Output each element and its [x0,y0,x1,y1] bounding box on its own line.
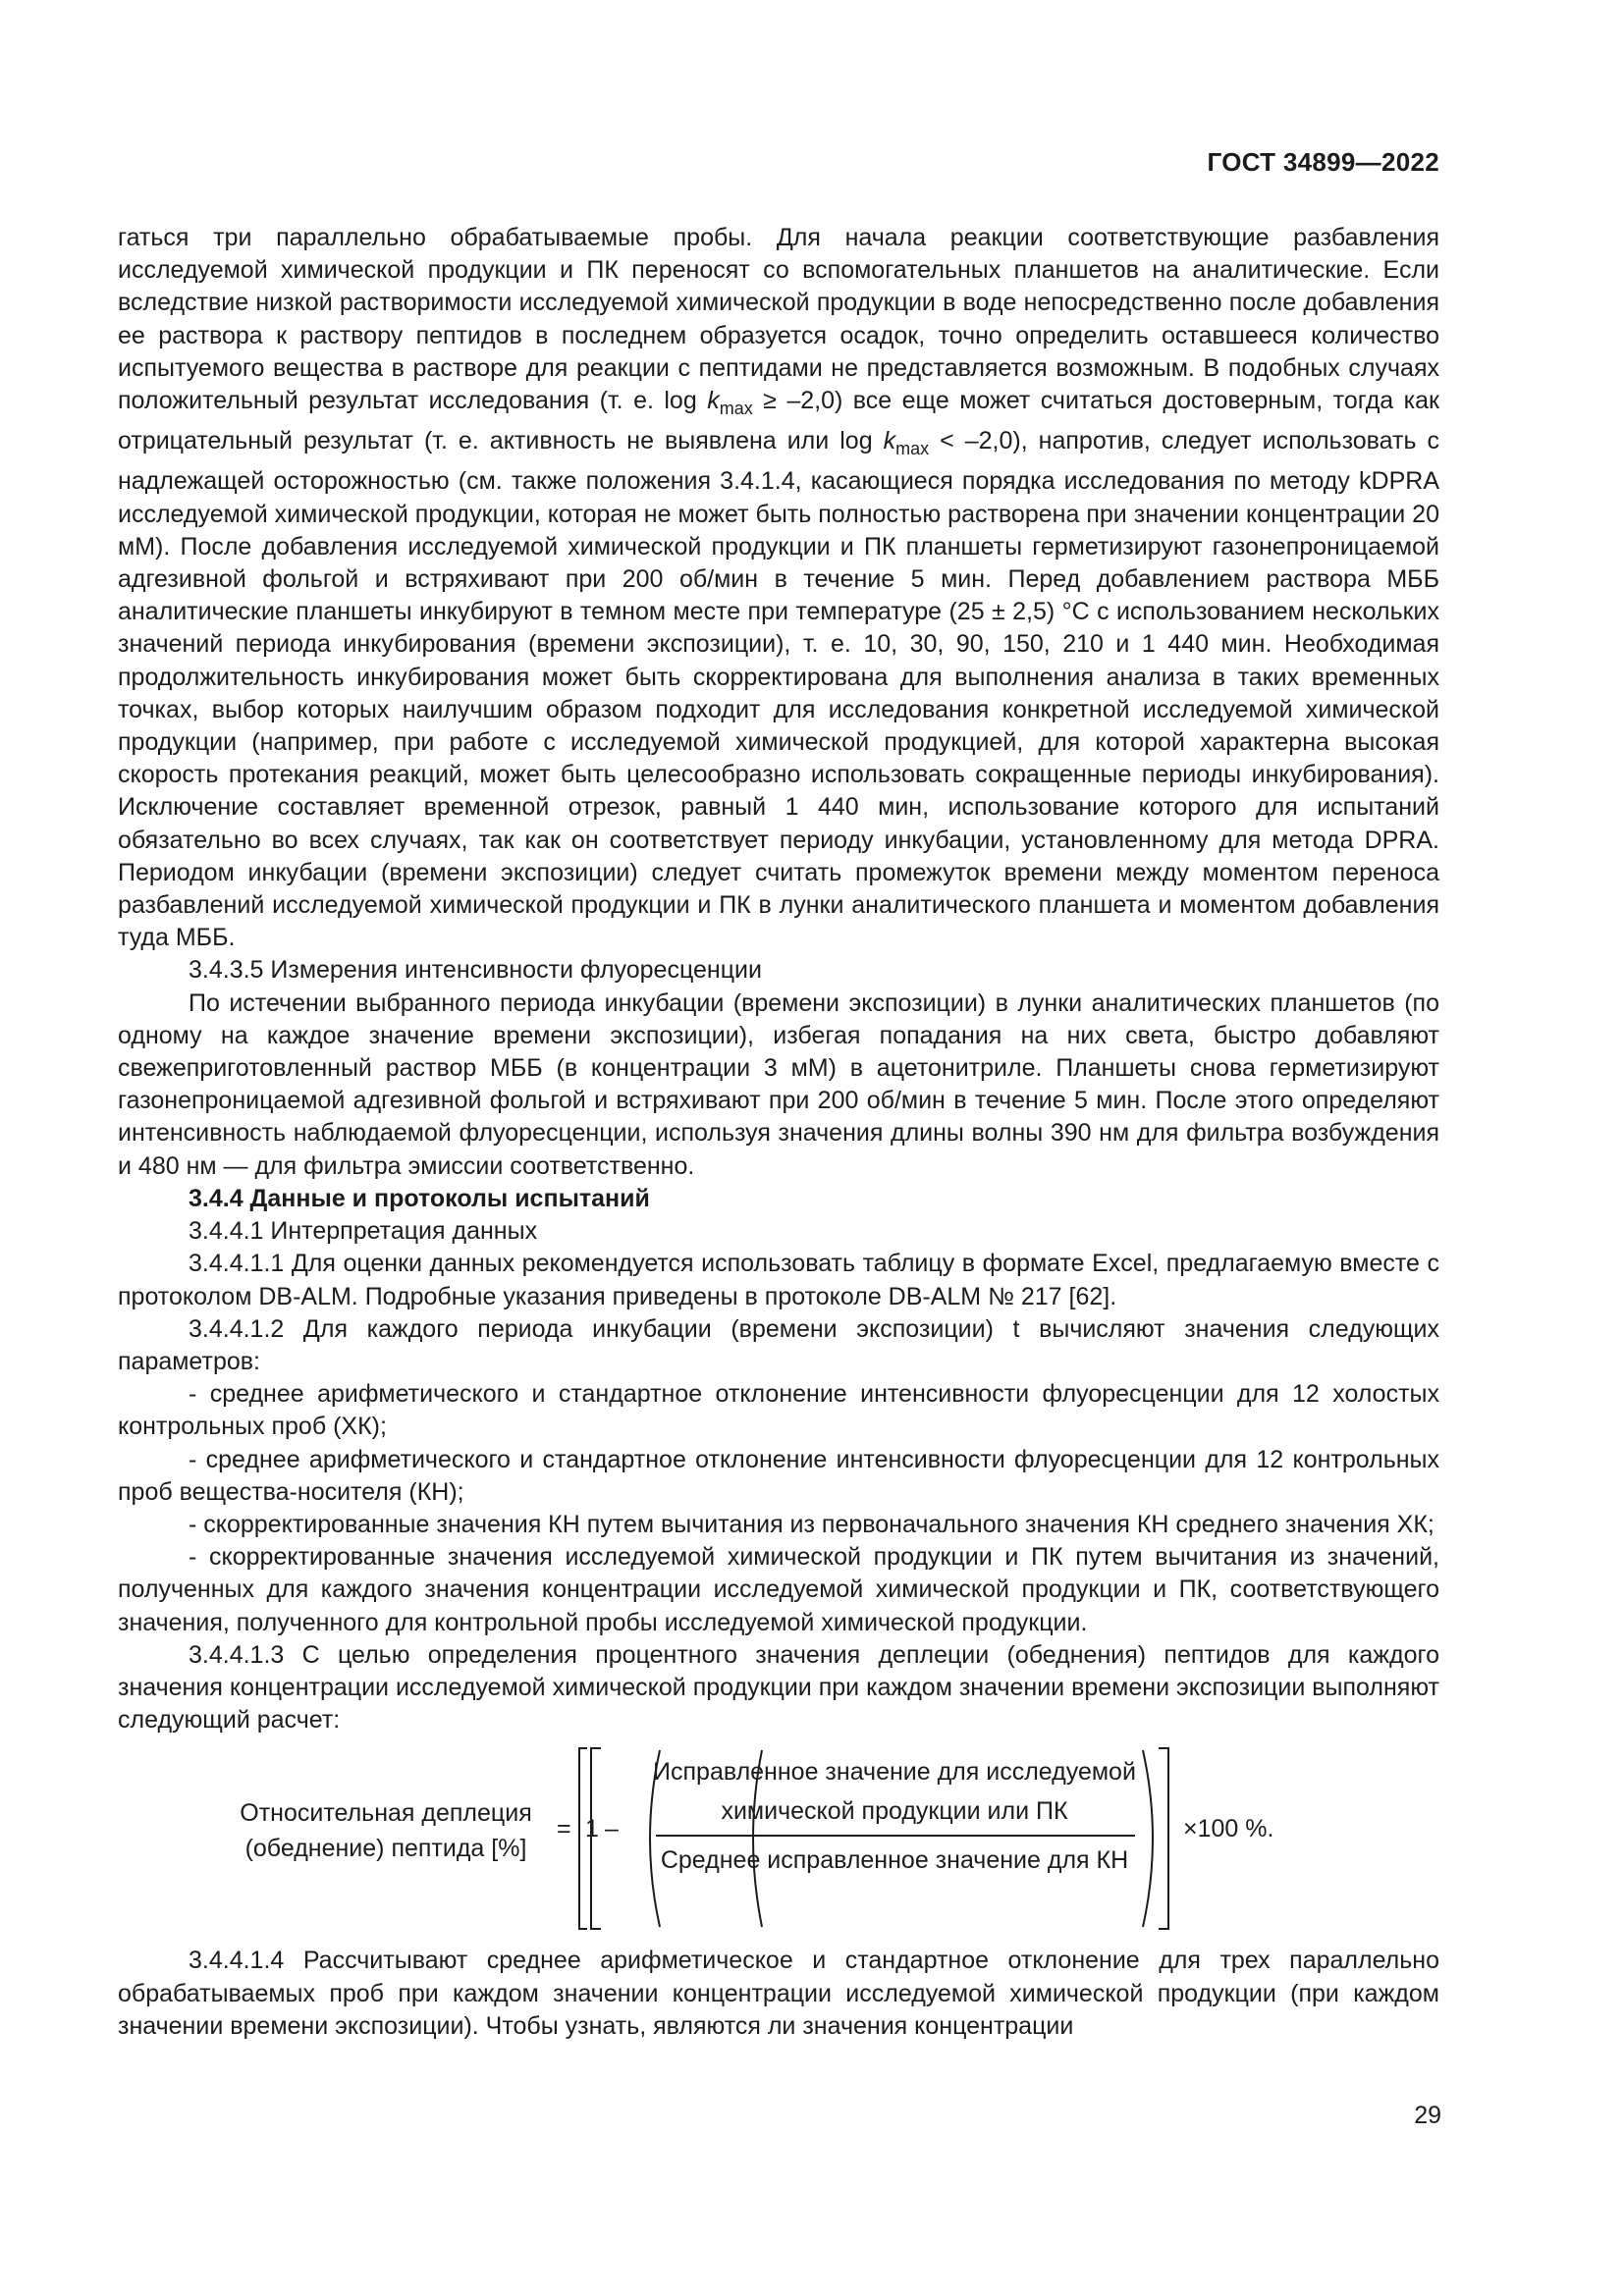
section-3-4-4-1-title: 3.4.4.1 Интерпретация данных [189,1217,538,1246]
section-3-4-4-heading: 3.4.4 Данные и протоколы испытаний [189,1184,650,1212]
paragraph-continuation: гаться три параллельно обрабатываемые пробы. Для начала реакции соответствующие разбавления исследуемой химической продукции и ПК переносят со вспомогательных планшетов на аналитические. Если вследствие низкой растворимости исследуемой химической продукции в воде непосредственно после добавления ее раствора к раствору пептидов в последнем образуется осадок, точно определить оставшееся количество испытуемого вещества в растворе для реакции с пептидами не представляется возможным. В подобных случаях положительный результат исследования (т. е. $\log k_{max} \ge -2,0$) все еще может считаться достоверным, тогда как отрицательный результат (т. е. активность не выявлена или $\log k_{max} < -2,0$), напротив, следует использовать с надлежащей осторожностью (см. также положения 3.4.1.4, касающиеся порядка исследования по методу kDPRA исследуемой химической продукции, которая не может быть полностью растворена при значении концентрации 20 мМ). После добавления исследуемой химической продукции и ПК планшеты герметизируют газонепроницаемой адгезивной фольгой и встряхивают при 200 об/мин в течение 5 мин. Перед добавлением раствора МББ аналитические планшеты инкубируют в темном месте при температуре (25 ± 2,5) °С с использованием нескольких значений периода инкубирования (времени экспозиции), т. е. 10, 30, 90, 150, 210 и 1 440 мин. Необходимая продолжительность инкубирования может быть скорректирована для выполнения анализа в таких временных точках, выбор которых наилучшим образом подходит для исследования конкретной исследуемой химической продукции (например, при работе с исследуемой химической продукцией, для которой характерна высокая скорость протекания реакций, может быть целесообразно использовать сокращенные периоды инкубирования). Исключение составляет временной отрезок, равный 1 440 мин, использование которого для испытаний обязательно во всех случаях, так как он соответствует периоду инкубации, установленному для метода DPRA. Периодом инкубации (времени экспозиции) следует считать промежуток времени между моментом переноса разбавлений исследуемой химической продукции и ПК в лунки аналитического планшета и моментом добавления туда МББ. [118,224,1439,952]
paragraph-3-4-4-1-4: 3.4.4.1.4 Рассчитывают среднее арифметическое и стандартное отклонение для трех параллельно обрабатываемых проб при каждом значении концентрации исследуемой химической продукции (при каждом значении времени экспозиции). Чтобы узнать, являются ли значения концентрации [118,1947,1439,2040]
formula-one: 1 [585,1815,599,1843]
formula-numerator-line1: Исправленное значение для исследуемой [653,1758,1136,1787]
list-item: - скорректированные значения КН путем вычитания из первоначального значения КН среднего значения ХК; [189,1510,1435,1538]
list-item: - скорректированные значения исследуемой химической продукции и ПК путем вычитания из значений, полученных для каждого значения концентрации исследуемой химической продукции и ПК, соответствующего значения, полученного для контрольной пробы исследуемой химической продукции. [118,1543,1439,1636]
list-item: - среднее арифметического и стандартное отклонение интенсивности флуоресценции для 12 контрольных проб вещества-носителя (КН); [118,1445,1439,1506]
list-item: - среднее арифметического и стандартное отклонение интенсивности флуоресценции для 12 холостых контрольных проб (ХК); [118,1380,1439,1441]
formula-equals-sign: = [557,1815,571,1843]
formula-multiplier: ×100 %. [1183,1815,1274,1843]
section-3-4-3-5-title: 3.4.3.5 Измерения интенсивности флуоресценции [189,956,762,985]
document-header: ГОСТ 34899—2022 [1207,147,1439,177]
document-body [118,222,1439,2043]
paragraph-fluorescence: По истечении выбранного периода инкубации (времени экспозиции) в лунки аналитических планшетов (по одному на каждое значение времени экспозиции), избегая попадания на них света, быстро добавляют свежеприготовленный раствор МББ (в концентрации 3 мМ) в ацетонитриле. Планшеты снова герметизируют газонепроницаемой адгезивной фольгой и встряхивают при 200 об/мин в течение 5 мин. После этого определяют интенсивность наблюдаемой флуоресценции, используя значения длины волны 390 нм для фильтра возбуждения и 480 нм — для фильтра эмиссии соответственно. [118,988,1439,1180]
paragraph-3-4-4-1-3: 3.4.4.1.3 С целью определения процентного значения деплеции (обеднения) пептидов для каждого значения концентрации исследуемой химической продукции при каждом значении времени экспозиции выполняют следующий расчет: [118,1640,1439,1735]
formula-denominator: Среднее исправленное значение для КН [660,1846,1129,1875]
paragraph-3-4-4-1-1: 3.4.4.1.1 Для оценки данных рекомендуется использовать таблицу в формате Excel, предлагаемую вместе с протоколом DB-ALM. Подробные указания приведены в протоколе DB-ALM № 217 [62]. [118,1250,1439,1310]
paragraph-3-4-4-1-2: 3.4.4.1.2 Для каждого периода инкубации (времени экспозиции) t вычисляют значения следующих параметров: [118,1314,1439,1375]
depletion-formula [118,1742,1439,1935]
page-number: 29 [1414,2102,1441,2129]
formula-minus: – [605,1815,619,1843]
formula-numerator-line2: химической продукции или ПК [721,1797,1068,1826]
formula-label: Относительная деплеция (обеднение) пептида [%] [240,1799,532,1863]
